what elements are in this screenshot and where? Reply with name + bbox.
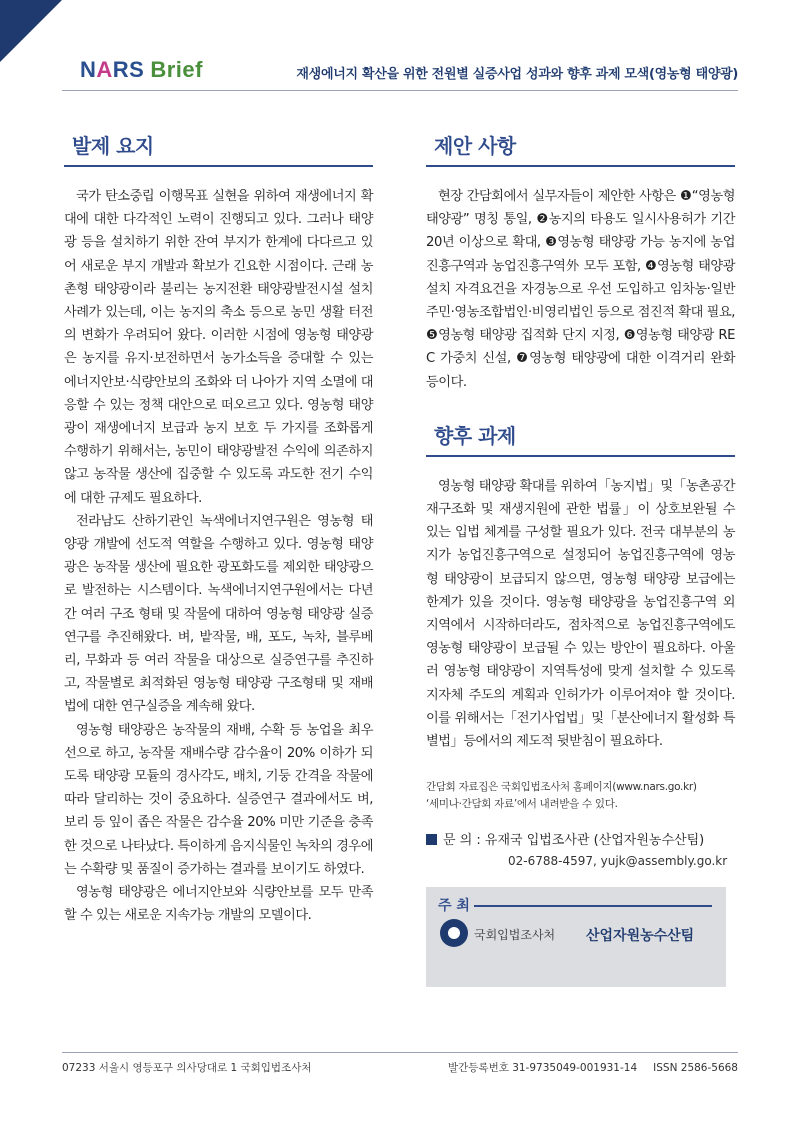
header-title: 재생에너지 확산을 위한 전원별 실증사업 성과와 향후 과제 모색(영농형 태양광) — [296, 67, 738, 82]
host-box — [426, 887, 726, 987]
footer-address: 07233 서울시 영등포구 의사당대로 1 국회입법조사처 — [62, 1062, 312, 1074]
square-bullet-icon — [426, 834, 437, 845]
note-line-1: 간담회 자료집은 국회입법조사처 홈페이지(www.nars.go.kr) — [426, 781, 697, 794]
right-column — [426, 130, 735, 987]
contact-sub: 02-6788-4597, yujk@assembly.go.kr — [508, 854, 728, 869]
summary-paragraph-4: 영농형 태양광은 에너지안보와 식량안보를 모두 만족할 수 있는 새로운 지속가능 개발의 모델이다. — [64, 885, 373, 924]
download-note — [426, 779, 735, 813]
host-label: 주 최 — [438, 898, 470, 915]
nars-brief-logo: NARS Brief — [80, 57, 203, 82]
host-org: 국회입법조사처 — [474, 928, 556, 943]
footer-reg-number: 발간등록번호 31-9735049-001931-14 — [448, 1062, 638, 1074]
section-heading-proposal: 제안 사항 — [426, 130, 735, 167]
footer-publication-info — [448, 1060, 738, 1075]
section-heading-future: 향후 과제 — [426, 420, 735, 457]
summary-paragraph-3: 영농형 태양광은 농작물의 재배, 수확 등 농업을 최우선으로 하고, 농작물 재배수량 감수율이 20% 이하가 되도록 태양광 모듈의 경사각도, 배치, 기둥 간격을 작물에 따라 달리하는 것이 중요하다. 실증연구 결과에서도 벼, 보리 등 잎이 좁은 작물은 감수율 20% 미만 기준을 충족한 것으로 나타났다. 특이하게 음지식물인 녹차의 경우에는 수확량 및 품질이 증가하는 결과를 보이기도 하였다. — [64, 722, 373, 877]
corner-triangle — [0, 0, 62, 62]
footer-issn: ISSN 2586-5668 — [653, 1062, 738, 1074]
proposal-paragraph: 현장 간담회에서 실무자들이 제안한 사항은 ❶“영농형 태양광” 명칭 통일, ❷농지의 타용도 일시사용허가 기간 20년 이상으로 확대, ❸영농형 태양광 가능 농지에 농업진흥구역과 농업진흥구역外 모두 포함, ❹영농형 태양광 설치 자격요건을 자경농으로 우선 도입하고 임차농·일반주민·영농조합법인·비영리법인 등으로 점진적 확대 필요, ❺영농형 태양광 집적화 단지 지정, ❻영농형 태양광 REC 가중치 신설, ❼영농형 태양광에 대한 이격거리 완화 등이다. — [426, 189, 735, 390]
summary-paragraph-2: 전라남도 산하기관인 녹색에너지연구원은 영농형 태양광 개발에 선도적 역할을 수행하고 있다. 영농형 태양광은 농작물 생산에 필요한 광포화도를 제외한 태양광으로 발전하는 시스템이다. 녹색에너지연구원에서는 다년간 여러 구조 형태 및 작물에 대하여 영농형 태양광 실증연구를 추진해왔다. 벼, 밭작물, 배, 포도, 녹차, 블루베리, 무화과 등 여러 작물을 대상으로 실증연구를 추진하고, 작물별로 최적화된 영농형 태양광 구조형태 및 재배법에 대한 연구실증을 계속해 왔다. — [64, 513, 373, 715]
summary-paragraph-1: 국가 탄소중립 이행목표 실현을 위하여 재생에너지 확대에 대한 다각적인 노력이 진행되고 있다. 그러나 태양광 등을 설치하기 위한 잔여 부지가 한계에 다다르고 있어 새로운 부지 개발과 확보가 긴요한 시점이다. 근래 농촌형 태양광이라 불리는 농지전환 태양광발전시설 설치 사례가 있는데, 이는 농지의 축소 등으로 농민 생활 터전의 변화가 우려되어 왔다. 이러한 시점에 영농형 태양광은 농지를 유지·보전하면서 농가소득을 증대할 수 있는 에너지안보·식량안보의 조화와 더 나아가 지역 소멸에 대응할 수 있는 정책 대안으로 떠오르고 있다. 영농형 태양광이 재생에너지 보급과 농지 보호 두 가지를 조화롭게 수행하기 위해서는, 농민이 태양광발전 수익에 의존하지 않고 농작물 생산에 집중할 수 있도록 과도한 전기 수익에 대한 규제도 필요하다. — [64, 189, 373, 506]
footer-divider — [62, 1052, 738, 1053]
contact-info — [426, 831, 735, 871]
host-divider — [474, 905, 712, 907]
host-team: 산업자원농수산팀 — [586, 928, 695, 945]
note-line-2: ‘세미나·간담회 자료’에서 내려받을 수 있다. — [426, 798, 618, 811]
left-column — [64, 130, 373, 928]
header-divider — [62, 90, 738, 91]
future-paragraph: 영농형 태양광 확대를 위하여「농지법」및「농촌공간 재구조화 및 재생지원에 관한 법률」이 상호보완될 수 있는 입법 체계를 구성할 필요가 있다. 전국 대부분의 농지가 농업진흥구역으로 설정되어 농업진흥구역에 영농형 태양광이 보급되지 않으면, 영농형 태양광 보급에는 한계가 있을 것이다. 영농형 태양광을 농업진흥구역 외 지역에서 시작하더라도, 점차적으로 농업진흥구역에도 영농형 태양광이 보급될 수 있는 방안이 필요하다. 아울러 영농형 태양광이 지역특성에 맞게 설치할 수 있도록 지자체 주도의 계획과 인허가가 이루어져야 할 것이다. 이를 위해서는「전기사업법」및「분산에너지 활성화 특별법」등에서의 제도적 뒷받침이 필요하다. — [426, 478, 735, 750]
section-heading-summary: 발제 요지 — [64, 130, 373, 167]
assembly-emblem-icon — [440, 919, 468, 947]
contact-main: 문 의 : 유재국 입법조사관 (산업자원농수산팀) — [443, 833, 705, 849]
